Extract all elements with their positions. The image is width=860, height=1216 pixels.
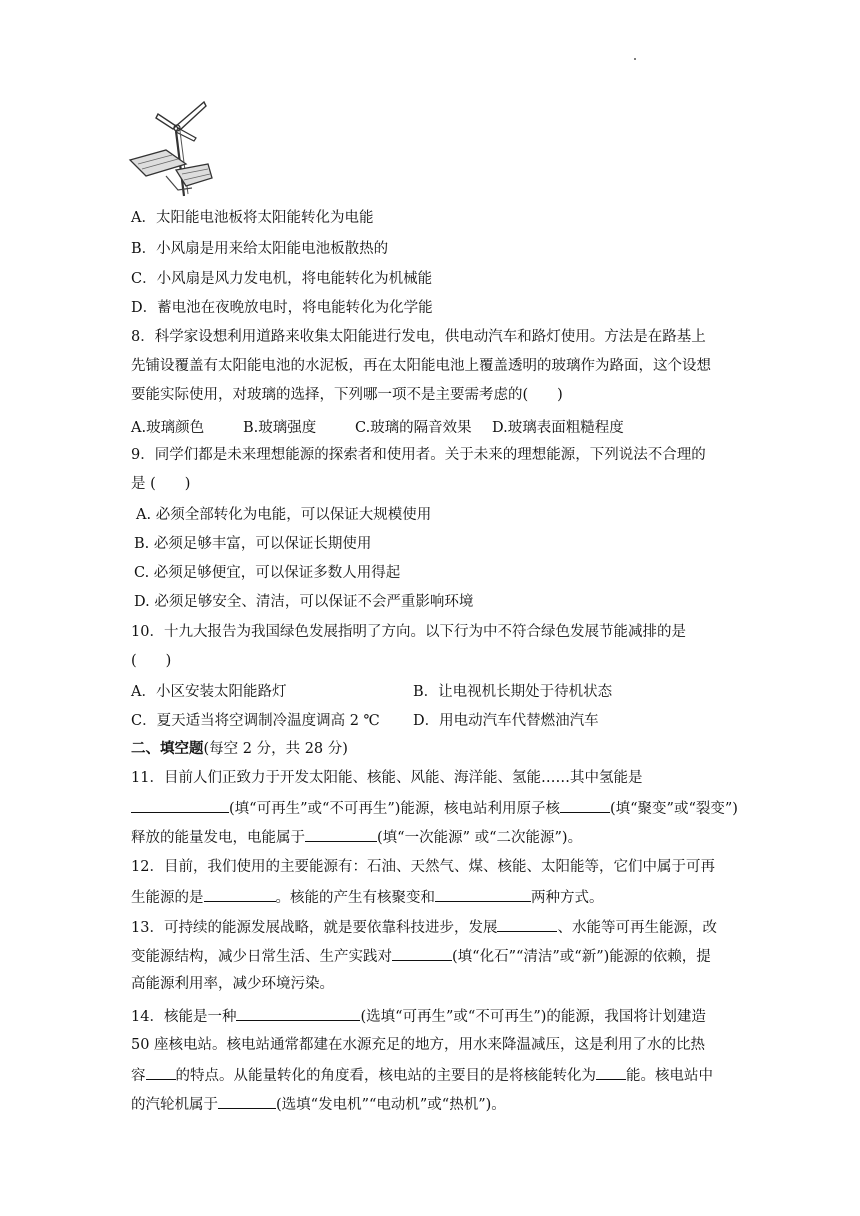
- q14-text-3b: 的特点。从能量转化的角度看，核电站的主要目的是将核能转化为: [175, 1068, 596, 1084]
- q13-line-2: [131, 945, 711, 967]
- q9-stem-line-2: 是 ( ): [131, 476, 191, 492]
- q11-blank-1[interactable]: [131, 797, 229, 813]
- q7-option-a: A．太阳能电池板将太阳能转化为电能: [131, 210, 374, 226]
- q14-blank-2[interactable]: [146, 1064, 176, 1080]
- q11-text-3b: (填“一次能源” 或“二次能源”)。: [377, 830, 583, 846]
- q11-text-2a: (填“可再生”或“不可再生”)能源，核电站利用原子核: [229, 801, 560, 817]
- q11-line-3: [131, 826, 582, 848]
- q10-stem-line-2: ( ): [131, 653, 172, 669]
- solar-fan-streetlight-figure: [126, 98, 216, 204]
- q14-text-4b: (选填“发电机”“电动机”或“热机”)。: [276, 1097, 506, 1113]
- q13-text-1a: 13．可持续的能源发展战略，就是要依靠科技进步，发展: [131, 920, 498, 936]
- q14-blank-4[interactable]: [218, 1093, 276, 1109]
- q14-blank-3[interactable]: [596, 1064, 626, 1080]
- q14-line-2: 50 座核电站。核电站通常都建在水源充足的地方，用水来降温减压，这是利用了水的比热: [131, 1037, 706, 1053]
- q11-text-3a: 释放的能量发电，电能属于: [131, 830, 305, 846]
- q13-blank-1[interactable]: [497, 916, 557, 932]
- q14-line-4: [131, 1093, 506, 1115]
- q13-line-3: 高能源利用率，减少环境污染。: [131, 976, 334, 992]
- q8-stem-line-1: 8．科学家设想利用道路来收集太阳能进行发电，供电动汽车和路灯使用。方法是在路基上: [131, 329, 706, 345]
- q8-option-a: A.玻璃颜色: [131, 420, 205, 436]
- q9-option-b: B. 必须足够丰富，可以保证长期使用: [134, 536, 372, 552]
- q7-option-c: C．小风扇是风力发电机，将电能转化为机械能: [131, 271, 433, 287]
- q14-line-3: [131, 1064, 713, 1086]
- q12-blank-2[interactable]: [435, 886, 531, 902]
- q10-stem-line-1: 10．十九大报告为我国绿色发展指明了方向。以下行为中不符合绿色发展节能减排的是: [131, 624, 686, 640]
- section-title: 二、填空题: [131, 740, 204, 757]
- q12-line-1: 12．目前，我们使用的主要能源有：石油、天然气、煤、核能、太阳能等，它们中属于可再: [131, 859, 715, 875]
- q14-blank-1[interactable]: [236, 1005, 360, 1021]
- q12-text-2c: 两种方式。: [531, 890, 604, 906]
- q12-blank-1[interactable]: [204, 886, 276, 902]
- q13-blank-2[interactable]: [392, 945, 452, 961]
- q9-option-d: D. 必须足够安全、清洁，可以保证不会严重影响环境: [134, 594, 474, 610]
- q14-text-1b: (选填“可再生”或“不可再生”)的能源，我国将计划建造: [360, 1009, 706, 1025]
- q8-stem-line-2: 先铺设覆盖有太阳能电池的水泥板，再在太阳能电池上覆盖透明的玻璃作为路面，这个设想: [131, 358, 711, 374]
- section-scoring-note: (每空 2 分，共 28 分): [203, 741, 348, 757]
- q13-text-2a: 变能源结构，减少日常生活、生产实践对: [131, 949, 392, 965]
- q14-text-3c: 能。核电站中: [626, 1068, 713, 1084]
- q11-text-2b: (填“聚变”或“裂变”): [609, 801, 738, 817]
- q14-text-4a: 的汽轮机属于: [131, 1097, 218, 1113]
- q11-line-2: [131, 797, 738, 819]
- q13-text-1b: 、水能等可再生能源，改: [557, 920, 717, 936]
- q12-text-2a: 生能源的是: [131, 890, 204, 906]
- q11-blank-2[interactable]: [560, 797, 610, 813]
- q10-option-b: B．让电视机长期处于待机状态: [413, 684, 613, 700]
- q14-text-1a: 14．核能是一种: [131, 1009, 237, 1025]
- q12-line-2: [131, 886, 604, 908]
- q8-option-b: B.玻璃强度: [243, 420, 317, 436]
- q13-line-1: [131, 916, 717, 938]
- q8-option-c: C.玻璃的隔音效果: [355, 420, 472, 436]
- q10-option-a: A．小区安装太阳能路灯: [131, 684, 287, 700]
- q9-option-c: C. 必须足够便宜，可以保证多数人用得起: [134, 565, 401, 581]
- q13-text-2b: (填“化石”“清洁”或“新”)能源的依赖，提: [452, 949, 711, 965]
- section-fill-in-heading: [131, 739, 348, 759]
- q9-stem-line-1: 9．同学们都是未来理想能源的探索者和使用者。关于未来的理想能源，下列说法不合理的: [131, 447, 706, 463]
- q12-text-2b: 。核能的产生有核聚变和: [275, 890, 435, 906]
- q11-line-1: 11．目前人们正致力于开发太阳能、核能、风能、海洋能、氢能……其中氢能是: [131, 770, 643, 786]
- q10-option-d: D．用电动汽车代替燃油汽车: [413, 713, 599, 729]
- q9-option-a: A. 必须全部转化为电能，可以保证大规模使用: [136, 507, 432, 523]
- q14-text-3a: 容: [131, 1068, 146, 1084]
- q14-line-1: [131, 1005, 706, 1027]
- page-dot: [634, 58, 636, 60]
- q8-stem-line-3: 要能实际使用，对玻璃的选择，下列哪一项不是主要需考虑的( ): [131, 387, 563, 403]
- q10-option-c: C．夏天适当将空调制冷温度调高 2 ℃: [131, 713, 380, 729]
- q7-option-b: B．小风扇是用来给太阳能电池板散热的: [131, 241, 389, 257]
- q11-blank-3[interactable]: [305, 826, 377, 842]
- q7-option-d: D．蓄电池在夜晚放电时，将电能转化为化学能: [131, 300, 433, 316]
- q8-option-d: D.玻璃表面粗糙程度: [492, 420, 624, 436]
